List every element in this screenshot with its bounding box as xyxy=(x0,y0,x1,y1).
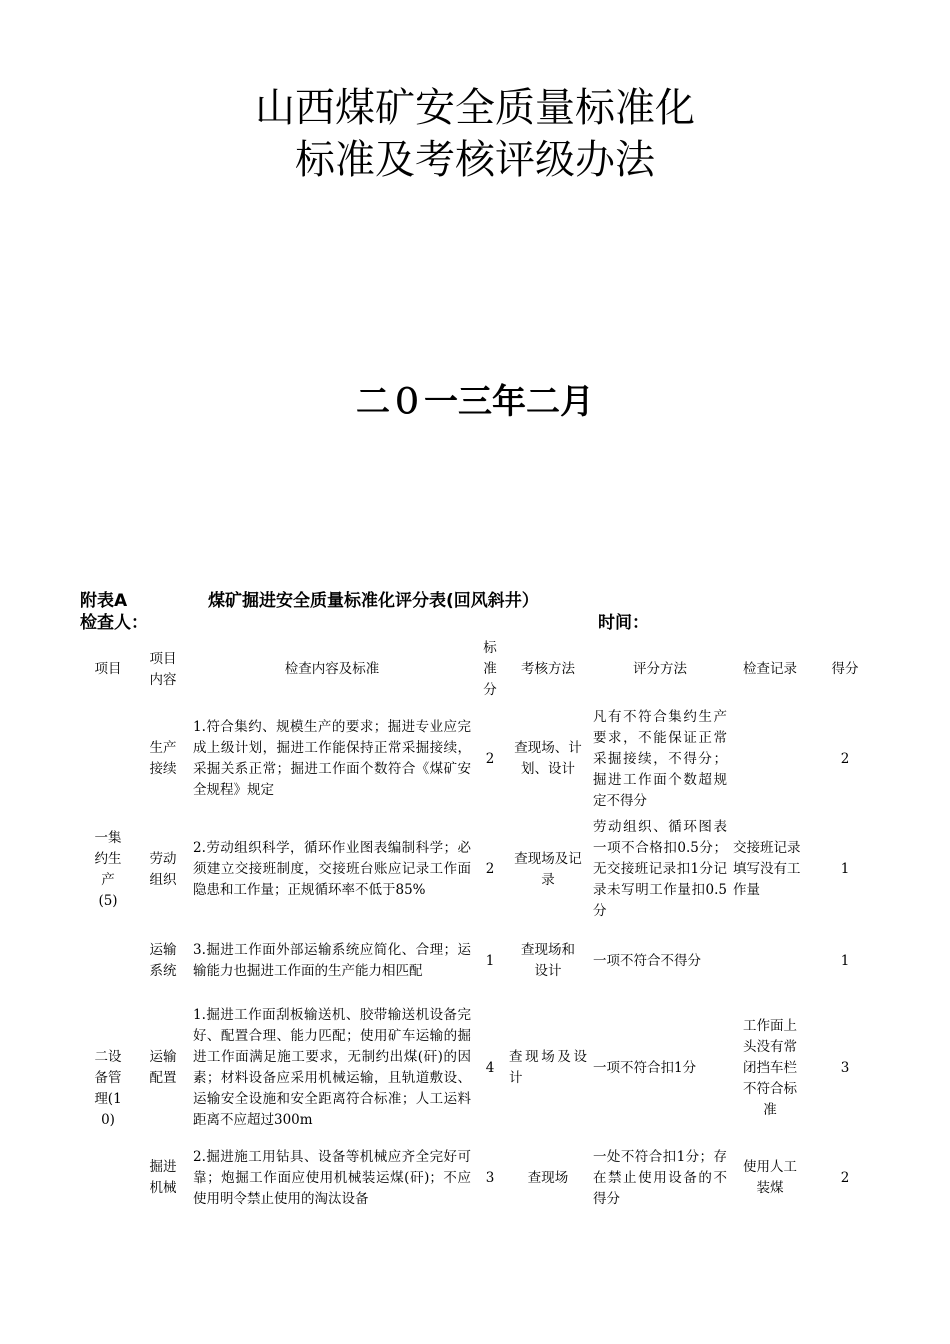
row-score: 3 xyxy=(485,1169,495,1186)
row-record: 工作面上头没有常闭挡车栏不符合标准 xyxy=(743,1017,797,1118)
row-content: 掘进机械 xyxy=(149,1159,177,1196)
row-rating: 一项不符合不得分 xyxy=(593,952,701,969)
document-date: 二０一三年二月 xyxy=(356,382,594,422)
row-rating: 劳动组织、循环图表一项不合格扣0.5分；无交接班记录扣1分记录未写明工作量扣0.5分 xyxy=(593,819,727,919)
table-row xyxy=(80,703,880,815)
table-row xyxy=(80,998,880,1138)
row-score: 4 xyxy=(485,1059,495,1076)
row-got: 2 xyxy=(840,750,850,767)
row-standard: 2.掘进施工用钻具、设备等机械应齐全完好可靠；炮掘工作面应使用机械装运煤(矸)；不应使用明令禁止使用的淘汰设备 xyxy=(193,1148,471,1207)
row-record xyxy=(730,703,810,815)
appendix-label: 附表A xyxy=(80,591,128,611)
header-content: 项目内容 xyxy=(149,650,177,688)
scoring-table xyxy=(80,636,880,1218)
header-rating: 评分方法 xyxy=(633,661,687,677)
row-rating: 一处不符合扣1分；存在禁止使用设备的不得分 xyxy=(593,1148,727,1207)
table-row xyxy=(80,924,880,998)
row-content: 运输配置 xyxy=(149,1049,177,1086)
time-label: 时间： xyxy=(598,613,649,633)
row-content: 运输系统 xyxy=(149,942,177,979)
row-record: 使用人工装煤 xyxy=(743,1159,797,1196)
row-rating: 一项不符合扣1分 xyxy=(593,1059,697,1076)
row-record: 交接班记录填写没有工作量 xyxy=(733,840,801,898)
row-standard: 1.掘进工作面刮板输送机、胶带输送机设备完好、配置合理、能力匹配；使用矿车运输的掘进工作面满足施工要求，无制约出煤(矸)的因素；材料设备应采用机械运输，且轨道敷设、运输安全设施和安全距离符合标准；人工运料距离不应超过300m xyxy=(193,1007,471,1128)
row-standard: 2.劳动组织科学，循环作业图表编制科学；必须建立交接班制度，交接班台账应记录工作面隐患和工作量；正规循环率不低于85% xyxy=(193,840,471,898)
row-standard: 3.掘进工作面外部运输系统应简化、合理；运输能力也掘进工作面的生产能力相匹配 xyxy=(193,942,471,979)
row-got: 2 xyxy=(840,1169,850,1186)
inspector-label: 检查人： xyxy=(80,613,148,633)
row-content: 生产接续 xyxy=(149,740,177,777)
row-method: 查现场和设计 xyxy=(521,942,575,979)
row-method: 查现场及记录 xyxy=(514,850,582,888)
row-score: 2 xyxy=(485,750,495,767)
document-title-line1: 山西煤矿安全质量标准化 xyxy=(255,85,695,131)
row-got: 1 xyxy=(840,952,850,969)
table-row xyxy=(80,1138,880,1218)
row-got: 3 xyxy=(840,1059,850,1076)
row-rating: 凡有不符合集约生产要求，不能保证正常采掘接续，不得分；掘进工作面个数超规定不得分 xyxy=(593,708,727,809)
row-method: 查现场、计划、设计 xyxy=(514,740,582,777)
row-content: 劳动组织 xyxy=(149,850,177,888)
header-record: 检查记录 xyxy=(743,661,797,677)
header-standard: 检查内容及标准 xyxy=(284,661,380,677)
row-got: 1 xyxy=(840,861,850,877)
table-title: 煤矿掘进安全质量标准化评分表(回风斜井） xyxy=(208,591,539,611)
table-header-row xyxy=(80,636,880,703)
row-score: 2 xyxy=(485,861,495,877)
row-score: 1 xyxy=(485,952,495,969)
document-title-line2: 标准及考核评级办法 xyxy=(295,137,655,183)
header-method: 考核方法 xyxy=(521,661,575,677)
header-score: 标准分 xyxy=(483,640,497,698)
header-got: 得分 xyxy=(831,661,859,677)
group-item-2: 二设备管理(10) xyxy=(94,1049,122,1128)
row-standard: 1.符合集约、规模生产的要求；掘进专业应完成上级计划，掘进工作能保持正常采掘接续，采掘关系正常；掘进工作面个数符合《煤矿安全规程》规定 xyxy=(193,719,471,798)
group-item-1: 一集约生产(5) xyxy=(94,829,122,909)
table-row xyxy=(80,815,880,924)
row-record xyxy=(730,924,810,998)
row-method: 查现场及设计 xyxy=(509,1049,587,1086)
header-item: 项目 xyxy=(94,661,122,677)
row-method: 查现场 xyxy=(527,1169,569,1186)
